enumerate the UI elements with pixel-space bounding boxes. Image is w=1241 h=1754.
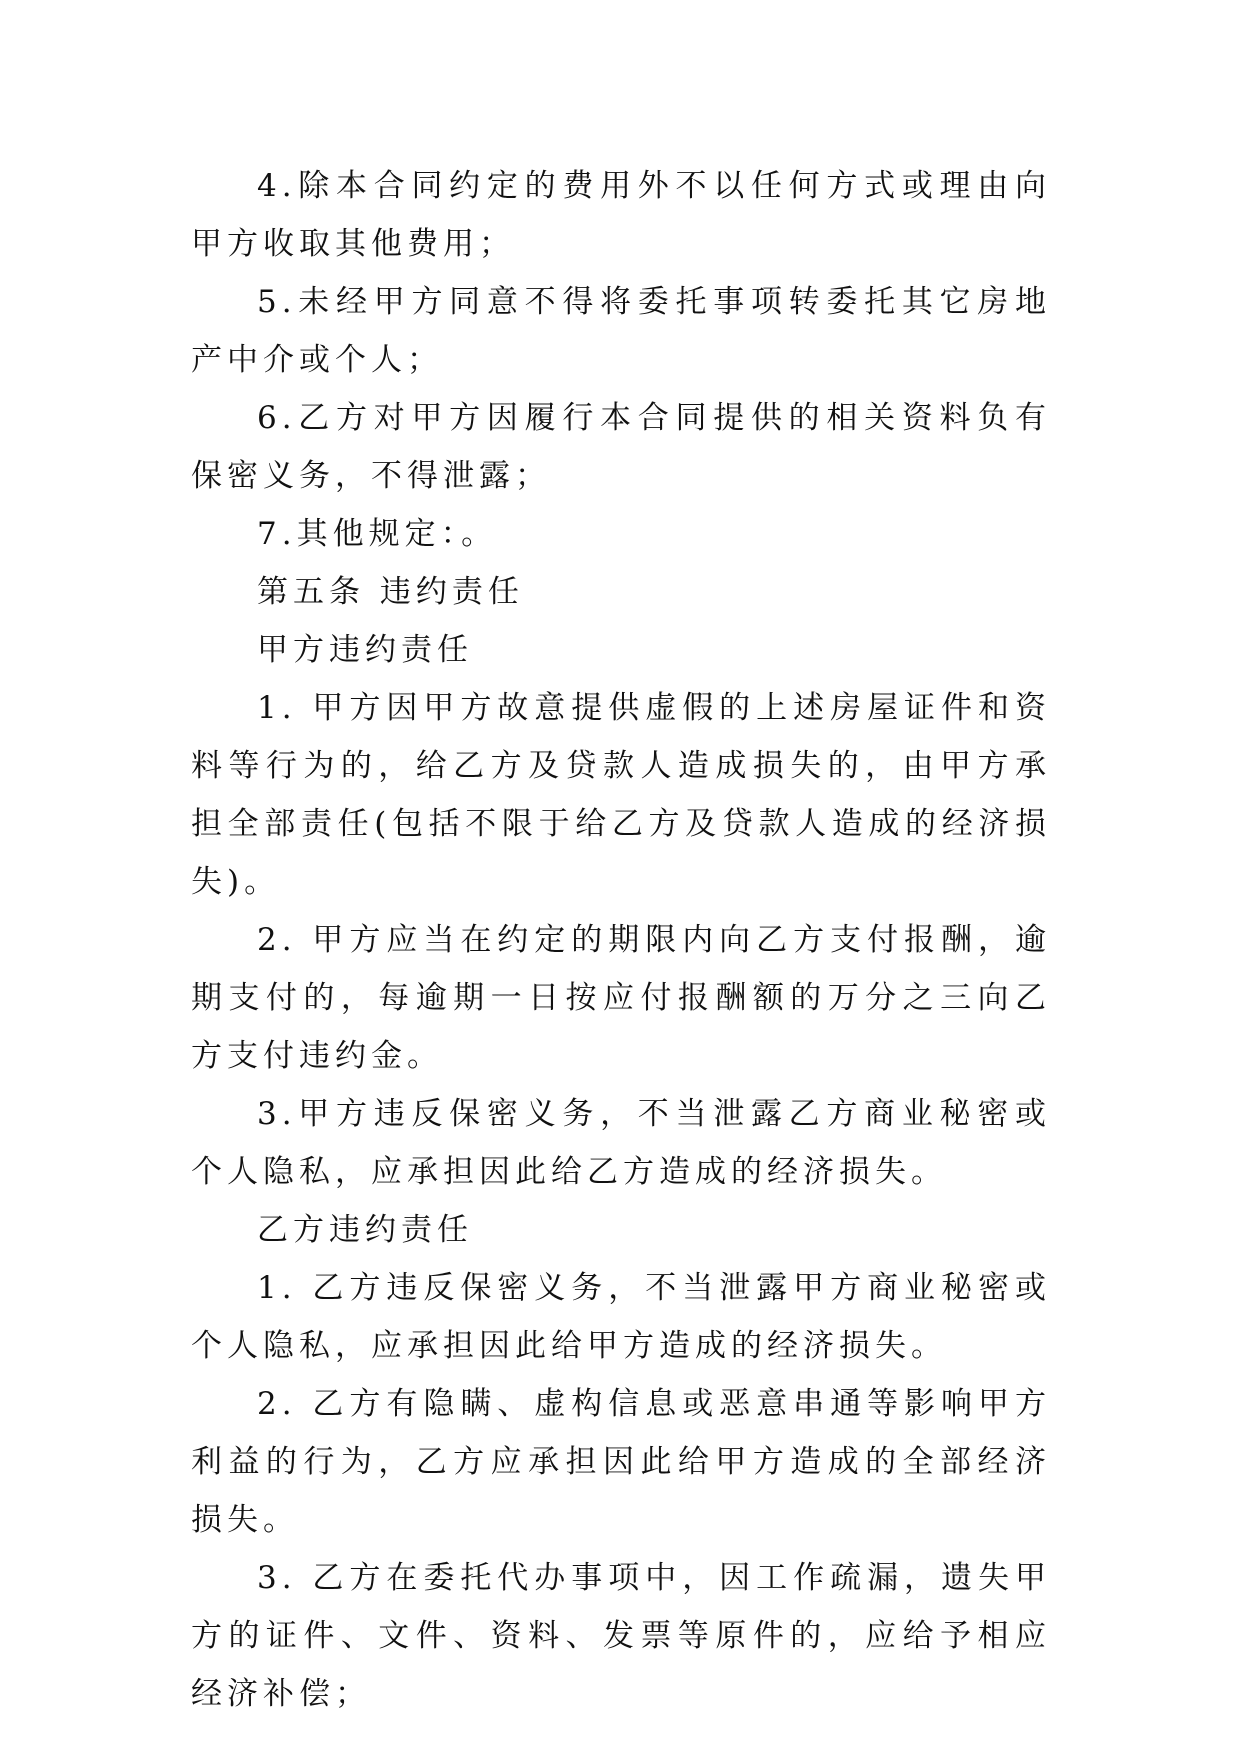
clause-5-paragraph: 5.未经甲方同意不得将委托事项转委托其它房地产中介或个人；: [191, 284, 1051, 378]
clause-7-paragraph: 7.其他规定：。: [257, 516, 498, 552]
party-a-liability-heading: 甲方违约责任: [257, 632, 473, 668]
party-a-item-3: 3.甲方违反保密义务，不当泄露乙方商业秘密或个人隐私，应承担因此给乙方造成的经济损失。: [191, 1096, 1051, 1190]
party-a-item-1: 1. 甲方因甲方故意提供虚假的上述房屋证件和资料等行为的，给乙方及贷款人造成损失的，由甲方承担全部责任(包括不限于给乙方及贷款人造成的经济损失)。: [191, 690, 1051, 900]
party-a-item-2: 2. 甲方应当在约定的期限内向乙方支付报酬，逾期支付的，每逾期一日按应付报酬额的万分之三向乙方支付违约金。: [191, 922, 1051, 1074]
party-b-item-2: 2. 乙方有隐瞒、虚构信息或恶意串通等影响甲方利益的行为，乙方应承担因此给甲方造成的全部经济损失。: [191, 1386, 1051, 1538]
clause-6-paragraph: 6.乙方对甲方因履行本合同提供的相关资料负有保密义务，不得泄露；: [191, 400, 1051, 494]
party-b-item-3: 3. 乙方在委托代办事项中，因工作疏漏，遗失甲方的证件、文件、资料、发票等原件的，应给予相应经济补偿；: [191, 1560, 1051, 1712]
party-b-liability-heading: 乙方违约责任: [257, 1212, 473, 1248]
article-5-heading: 第五条 违约责任: [257, 574, 524, 610]
party-b-item-1: 1. 乙方违反保密义务，不当泄露甲方商业秘密或个人隐私，应承担因此给甲方造成的经济损失。: [191, 1270, 1051, 1364]
clause-4-paragraph: 4.除本合同约定的费用外不以任何方式或理由向甲方收取其他费用；: [191, 168, 1051, 262]
document-body: [191, 157, 1051, 1723]
